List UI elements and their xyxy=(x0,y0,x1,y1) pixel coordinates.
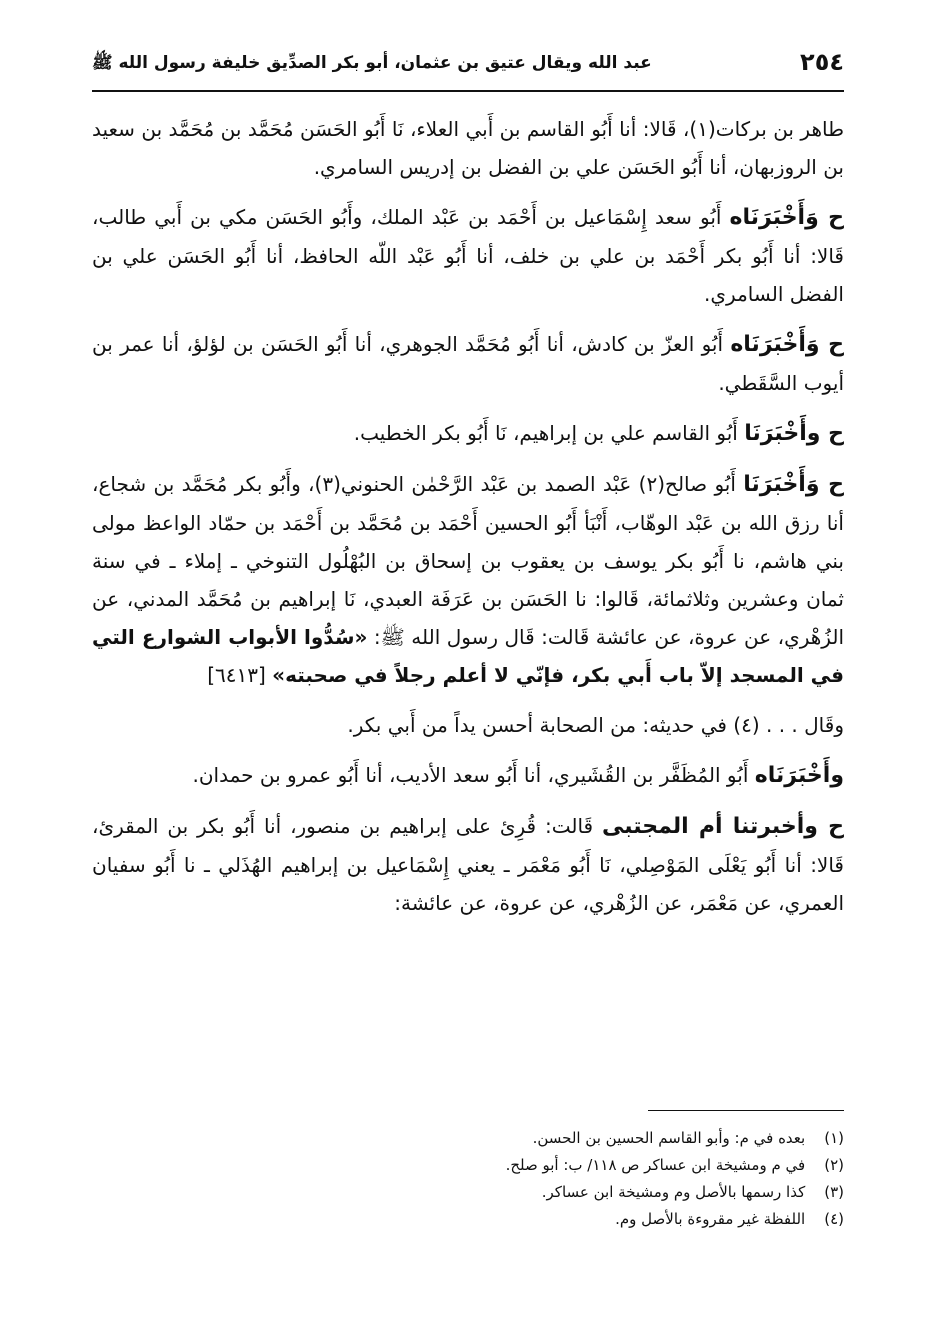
footnote xyxy=(92,1152,844,1179)
paragraph-lead: ح وَأَخْبَرَنَا xyxy=(743,472,845,497)
paragraph-lead: ح وَأَخْبَرَنَاه xyxy=(730,332,844,357)
paragraph-lead: وأَخْبَرَنَاه xyxy=(754,763,844,788)
paragraph xyxy=(92,414,844,453)
running-title: عبد الله ويقال عتيق بن عثمان، أبو بكر الصدِّيق خليفة رسول الله ﷺ xyxy=(92,53,652,73)
footnote-text: كذا رسمها بالأصل وم ومشيخة ابن عساكر. xyxy=(541,1183,806,1201)
paragraph xyxy=(92,325,844,402)
footnote-number: (٤) xyxy=(824,1210,844,1228)
page-number: ٢٥٤ xyxy=(800,48,844,76)
footnote xyxy=(92,1206,844,1233)
paragraph xyxy=(92,465,844,694)
footnote-divider xyxy=(648,1110,844,1111)
footnote-text: في م ومشيخة ابن عساكر ص ١١٨/ ب: أبو صلح. xyxy=(505,1156,806,1174)
paragraph-text: قَالت: قُرِئ على إبراهيم بن منصور، أنا أَبُو بكر بن المقرئ، قَالا: أنا أَبُو يَعْلَى المَوْصِلي، نَا أَبُو مَعْمَر ـ يعني إِسْمَاعيل بن إبراهيم الهُذَلي ـ نا أَبُو سفيان العمري، عن مَعْمَر، عن الزُهْري، عن عروة، عن عائشة: xyxy=(92,814,844,915)
paragraph-text: أَبُو صالح(٢) عَبْد الصمد بن عَبْد الرَّحْمٰن الحنوني(٣)، وأَبُو بكر مُحَمَّد بن شجاع، أنا رزق الله بن عَبْد الوهّاب، أَنْبَأ أَبُو الحسين أَحْمَد بن مُحَمَّد بن أَحْمَد بن حمّاد الواعظ مولى بني هاشم، نا أَبُو بكر يوسف بن يعقوب بن إسحاق بن البُهْلُول التنوخي ـ إملاء ـ في سنة ثمان وعشرين وثلاثمائة، قَالوا: نا الحَسَن بن عَرَفَة العبدي، نَا إبراهيم بن مُحَمَّد المدني، عن الزُهْري، عن عروة، عن عائشة قَالت: قَال رسول الله ﷺ: xyxy=(92,472,844,649)
footnote-text: اللفظة غير مقروءة بالأصل وم. xyxy=(615,1210,806,1228)
paragraph xyxy=(92,110,844,186)
hadith-quote: «سُدُّوا الأبواب الشوارع التي في المسجد إلاّ باب أَبي بكر، فإنّي لا أعلم رجلاً في صحبته» xyxy=(92,625,844,687)
main-text xyxy=(92,110,844,934)
paragraph-text: طاهر بن بركات(١)، قَالا: أنا أَبُو القاسم بن أَبي العلاء، نَا أَبُو الحَسَن مُحَمَّد بن مُحَمَّد بن سعيد بن الروزبهان، أنا أَبُو الحَسَن علي بن الفضل بن إدريس السامري. xyxy=(92,117,844,179)
paragraph-text: أَبُو العزّ بن كادش، أنا أَبُو مُحَمَّد الجوهري، أنا أَبُو الحَسَن بن لؤلؤ، أنا عمر بن أيوب السَّقَطي. xyxy=(92,332,844,395)
footnote-number: (٣) xyxy=(824,1183,844,1201)
paragraph xyxy=(92,807,844,922)
paragraph xyxy=(92,198,844,313)
footnote-number: (١) xyxy=(824,1129,844,1147)
paragraph-lead: ح وَأَخْبَرَنَاه xyxy=(729,205,845,230)
paragraph-text: أَبُو سعد إِسْمَاعيل بن أَحْمَد بن عَبْد الملك، وأَبُو الحَسَن مكي بن أَبي طالب، قَالا: أنا أَبُو بكر أَحْمَد بن علي بن خلف، أنا أَبُو عَبْد اللّه الحافظ، أنا أَبُو الحَسَن علي بن الفضل السامري. xyxy=(92,205,844,306)
footnotes xyxy=(92,1125,844,1233)
hadith-reference: [٦٤١٣] xyxy=(207,663,266,687)
paragraph-text: أَبُو المُظَفَّر بن القُشَيري، أنا أَبُو سعد الأديب، أنا أَبُو عمرو بن حمدان. xyxy=(192,763,749,787)
paragraph xyxy=(92,756,844,795)
footnote xyxy=(92,1125,844,1152)
paragraph-lead: ح وأَخْبَرَنَا xyxy=(744,421,844,446)
footnote xyxy=(92,1179,844,1206)
paragraph xyxy=(92,706,844,744)
paragraph-text: وقَال . . . (٤) في حديثه: من الصحابة أحسن يداً من أَبي بكر. xyxy=(347,713,844,737)
footnote-text: بعده في م: وأبو القاسم الحسين بن الحسن. xyxy=(532,1129,806,1147)
footnote-number: (٢) xyxy=(824,1156,844,1174)
page-header xyxy=(92,44,844,92)
paragraph-lead: ح وأخبرتنا أم المجتبى xyxy=(602,814,844,839)
paragraph-text: أَبُو القاسم علي بن إبراهيم، نَا أَبُو بكر الخطيب. xyxy=(353,421,738,445)
